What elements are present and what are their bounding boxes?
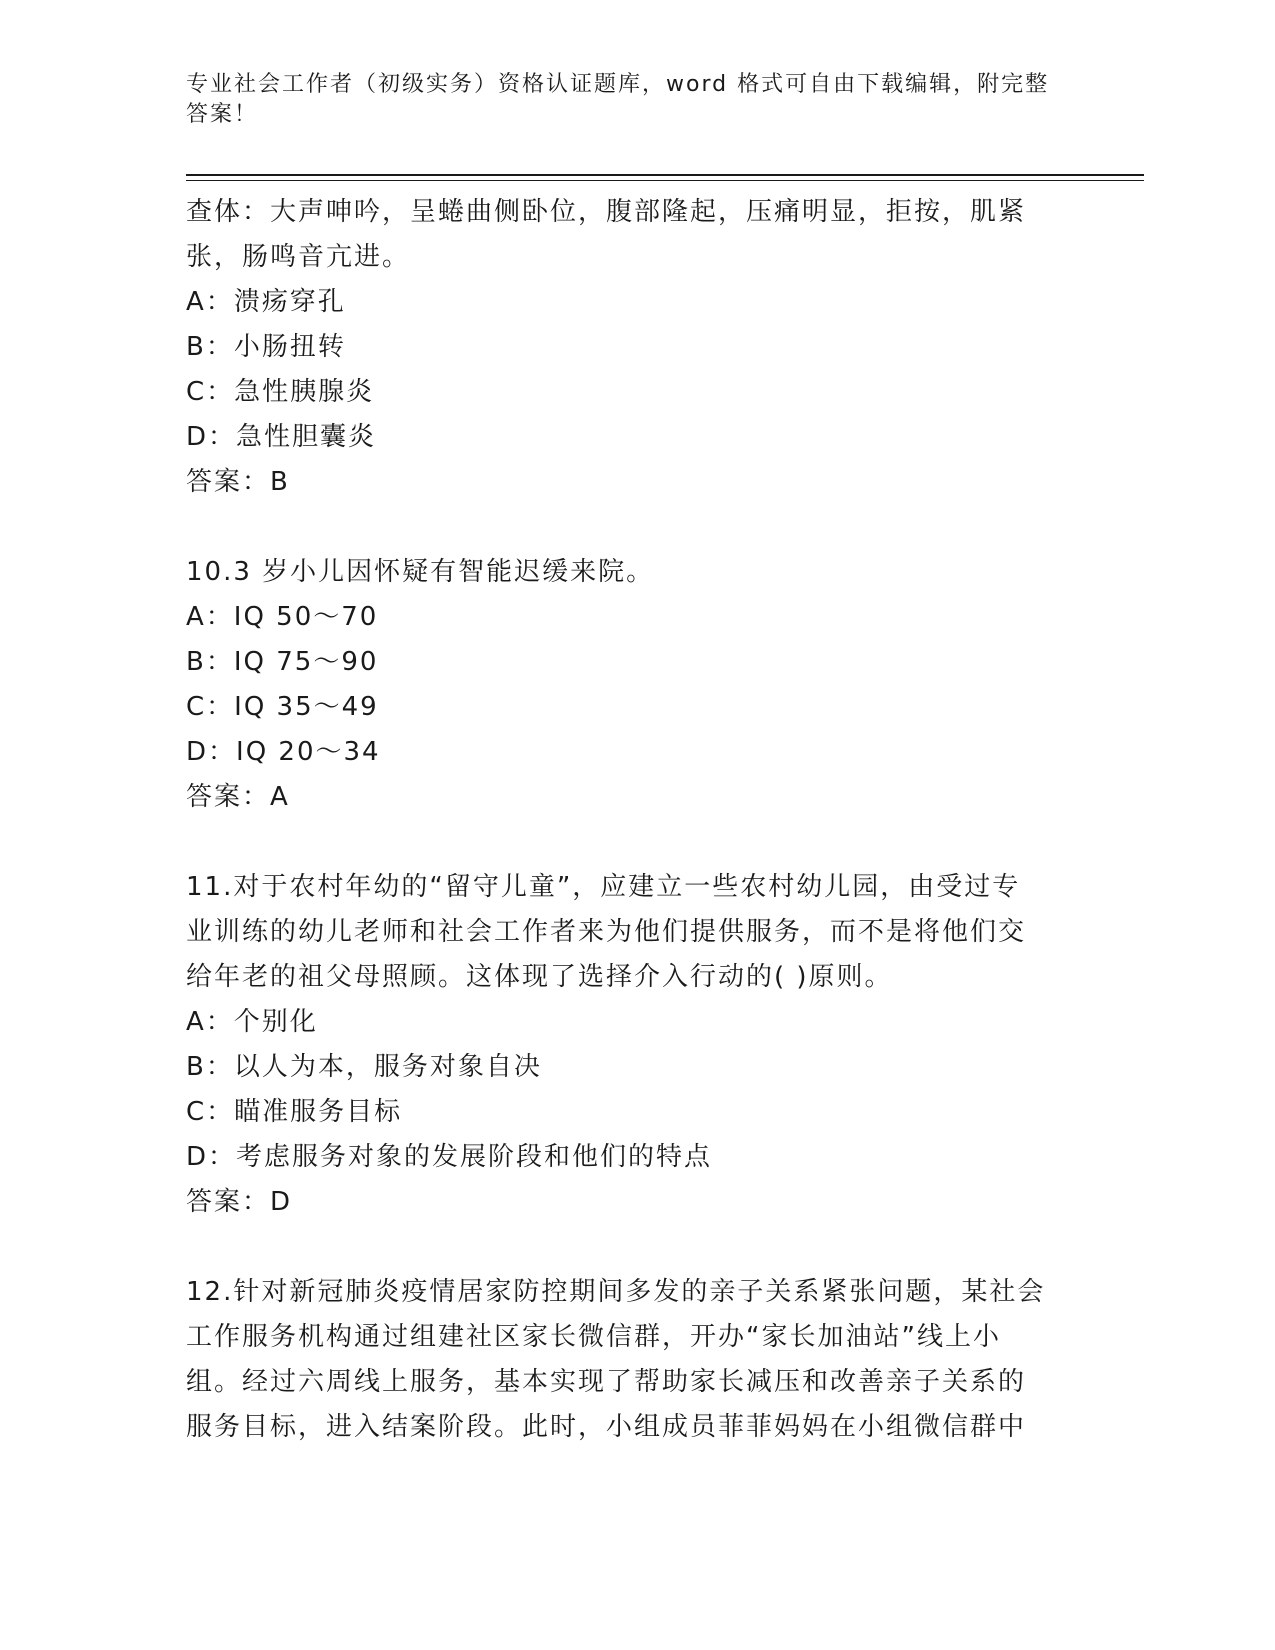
question-stem-line: 12.针对新冠肺炎疫情居家防控期间多发的亲子关系紧张问题，某社会 (186, 1277, 1046, 1307)
option-c: C：急性胰腺炎 (186, 377, 375, 407)
option-b: B：小肠扭转 (186, 332, 346, 362)
document-header (186, 70, 1066, 130)
option-b: B：IQ 75～90 (186, 647, 379, 677)
spacer (186, 820, 1066, 865)
answer-line: 答案：B (186, 467, 290, 497)
question-stem-line: 给年老的祖父母照顾。这体现了选择介入行动的( )原则。 (186, 962, 893, 992)
answer-line: 答案：D (186, 1187, 293, 1217)
header-line-2: 答案！ (186, 102, 259, 127)
question-stem-line: 业训练的幼儿老师和社会工作者来为他们提供服务，而不是将他们交 (186, 917, 1027, 947)
question-stem-line: 10.3 岁小儿因怀疑有智能迟缓来院。 (186, 557, 655, 587)
question-stem-line: 服务目标，进入结案阶段。此时，小组成员菲菲妈妈在小组微信群中 (186, 1412, 1027, 1442)
question-list (186, 190, 1066, 1450)
question-stem-line: 工作服务机构通过组建社区家长微信群，开办“家长加油站”线上小 (186, 1322, 1001, 1352)
option-d: D：考虑服务对象的发展阶段和他们的特点 (186, 1142, 713, 1172)
header-rule-thick (186, 174, 1144, 176)
option-a: A：IQ 50～70 (186, 602, 379, 632)
question-11 (186, 865, 1066, 1225)
question-stem-line: 组。经过六周线上服务，基本实现了帮助家长减压和改善亲子关系的 (186, 1367, 1027, 1397)
option-a: A：溃疡穿孔 (186, 287, 346, 317)
answer-line: 答案：A (186, 782, 290, 812)
option-b: B：以人为本，服务对象自决 (186, 1052, 542, 1082)
header-rule-thin (186, 180, 1144, 181)
spacer (186, 505, 1066, 550)
option-a: A：个别化 (186, 1007, 318, 1037)
question-stem-line: 张，肠鸣音亢进。 (186, 242, 411, 272)
spacer (186, 1225, 1066, 1270)
option-c: C：IQ 35～49 (186, 692, 379, 722)
question-10 (186, 550, 1066, 820)
question-stem-line: 查体：大声呻吟，呈蜷曲侧卧位，腹部隆起，压痛明显，拒按，肌紧 (186, 197, 1027, 227)
option-d: D：IQ 20～34 (186, 737, 381, 767)
question-12 (186, 1270, 1066, 1450)
option-c: C：瞄准服务目标 (186, 1097, 403, 1127)
header-line-1: 专业社会工作者（初级实务）资格认证题库，word 格式可自由下载编辑，附完整 (186, 72, 1050, 97)
question-stem-line: 11.对于农村年幼的“留守儿童”，应建立一些农村幼儿园，由受过专 (186, 872, 1021, 902)
option-d: D：急性胆囊炎 (186, 422, 377, 452)
question-9 (186, 190, 1066, 505)
